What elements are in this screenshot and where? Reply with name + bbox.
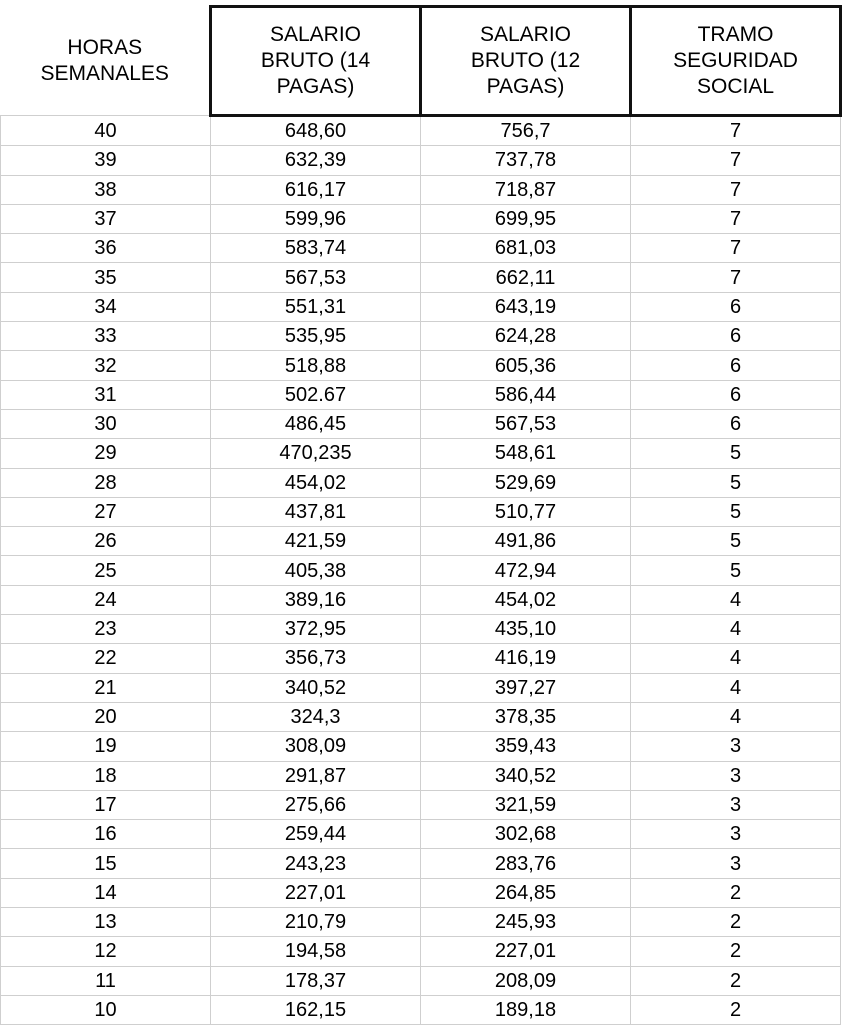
cell-salario-12: 359,43 <box>421 732 631 761</box>
table-row <box>1 995 841 1024</box>
cell-tramo: 3 <box>631 849 841 878</box>
cell-salario-12: 340,52 <box>421 761 631 790</box>
cell-tramo: 4 <box>631 702 841 731</box>
cell-horas: 27 <box>1 497 211 526</box>
cell-salario-14: 291,87 <box>211 761 421 790</box>
header-salario-bruto-12-pagas <box>421 7 631 116</box>
cell-salario-14: 502.67 <box>211 380 421 409</box>
cell-salario-12: 491,86 <box>421 527 631 556</box>
table-row <box>1 409 841 438</box>
cell-tramo: 7 <box>631 234 841 263</box>
cell-salario-14: 518,88 <box>211 351 421 380</box>
table-row <box>1 468 841 497</box>
table-row <box>1 820 841 849</box>
header-row <box>1 7 841 116</box>
cell-salario-14: 308,09 <box>211 732 421 761</box>
cell-salario-12: 662,11 <box>421 263 631 292</box>
table-row <box>1 849 841 878</box>
table-row <box>1 292 841 321</box>
header-horas-semanales <box>1 7 211 116</box>
cell-horas: 36 <box>1 234 211 263</box>
cell-salario-14: 194,58 <box>211 937 421 966</box>
table-body <box>1 116 841 1025</box>
cell-horas: 18 <box>1 761 211 790</box>
cell-salario-14: 178,37 <box>211 966 421 995</box>
header-label: TRAMO SEGURIDAD SOCIAL <box>673 23 798 98</box>
cell-tramo: 5 <box>631 439 841 468</box>
cell-horas: 14 <box>1 878 211 907</box>
table-row <box>1 439 841 468</box>
cell-horas: 39 <box>1 146 211 175</box>
cell-salario-12: 567,53 <box>421 409 631 438</box>
table-row <box>1 761 841 790</box>
cell-horas: 35 <box>1 263 211 292</box>
cell-tramo: 3 <box>631 790 841 819</box>
cell-tramo: 4 <box>631 585 841 614</box>
cell-salario-12: 586,44 <box>421 380 631 409</box>
table-row <box>1 234 841 263</box>
cell-horas: 31 <box>1 380 211 409</box>
cell-salario-12: 302,68 <box>421 820 631 849</box>
cell-horas: 16 <box>1 820 211 849</box>
cell-horas: 23 <box>1 615 211 644</box>
cell-salario-14: 356,73 <box>211 644 421 673</box>
cell-salario-14: 437,81 <box>211 497 421 526</box>
cell-horas: 28 <box>1 468 211 497</box>
cell-horas: 15 <box>1 849 211 878</box>
cell-tramo: 4 <box>631 615 841 644</box>
cell-tramo: 2 <box>631 908 841 937</box>
cell-horas: 29 <box>1 439 211 468</box>
cell-salario-12: 605,36 <box>421 351 631 380</box>
cell-horas: 11 <box>1 966 211 995</box>
salary-table <box>0 5 842 1025</box>
table-row <box>1 790 841 819</box>
cell-salario-14: 227,01 <box>211 878 421 907</box>
cell-horas: 21 <box>1 673 211 702</box>
cell-horas: 37 <box>1 204 211 233</box>
cell-salario-12: 208,09 <box>421 966 631 995</box>
cell-salario-12: 624,28 <box>421 322 631 351</box>
table-row <box>1 673 841 702</box>
cell-tramo: 6 <box>631 322 841 351</box>
table-row <box>1 351 841 380</box>
table-row <box>1 322 841 351</box>
cell-horas: 25 <box>1 556 211 585</box>
cell-salario-12: 681,03 <box>421 234 631 263</box>
cell-horas: 32 <box>1 351 211 380</box>
cell-tramo: 5 <box>631 497 841 526</box>
table-row <box>1 175 841 204</box>
cell-salario-12: 472,94 <box>421 556 631 585</box>
cell-salario-12: 548,61 <box>421 439 631 468</box>
cell-tramo: 2 <box>631 966 841 995</box>
table-row <box>1 380 841 409</box>
table-row <box>1 644 841 673</box>
cell-horas: 13 <box>1 908 211 937</box>
cell-salario-12: 643,19 <box>421 292 631 321</box>
cell-horas: 24 <box>1 585 211 614</box>
cell-salario-14: 486,45 <box>211 409 421 438</box>
cell-tramo: 4 <box>631 673 841 702</box>
table-row <box>1 615 841 644</box>
table-row <box>1 116 841 146</box>
cell-salario-12: 454,02 <box>421 585 631 614</box>
cell-tramo: 4 <box>631 644 841 673</box>
cell-salario-12: 189,18 <box>421 995 631 1024</box>
table-row <box>1 556 841 585</box>
table-row <box>1 585 841 614</box>
table-row <box>1 497 841 526</box>
cell-salario-12: 283,76 <box>421 849 631 878</box>
cell-salario-12: 378,35 <box>421 702 631 731</box>
cell-tramo: 7 <box>631 116 841 146</box>
cell-salario-12: 321,59 <box>421 790 631 819</box>
cell-horas: 33 <box>1 322 211 351</box>
cell-salario-14: 421,59 <box>211 527 421 556</box>
cell-tramo: 2 <box>631 937 841 966</box>
cell-salario-14: 275,66 <box>211 790 421 819</box>
cell-horas: 30 <box>1 409 211 438</box>
cell-salario-14: 324,3 <box>211 702 421 731</box>
cell-salario-12: 737,78 <box>421 146 631 175</box>
cell-tramo: 2 <box>631 878 841 907</box>
cell-salario-14: 243,23 <box>211 849 421 878</box>
cell-salario-14: 583,74 <box>211 234 421 263</box>
cell-tramo: 3 <box>631 820 841 849</box>
cell-horas: 34 <box>1 292 211 321</box>
table-row <box>1 702 841 731</box>
cell-salario-14: 535,95 <box>211 322 421 351</box>
cell-tramo: 6 <box>631 409 841 438</box>
cell-salario-14: 648,60 <box>211 116 421 146</box>
cell-salario-12: 397,27 <box>421 673 631 702</box>
cell-salario-14: 372,95 <box>211 615 421 644</box>
cell-horas: 40 <box>1 116 211 146</box>
cell-salario-14: 162,15 <box>211 995 421 1024</box>
table-row <box>1 937 841 966</box>
cell-horas: 17 <box>1 790 211 819</box>
cell-tramo: 7 <box>631 146 841 175</box>
table-row <box>1 732 841 761</box>
cell-salario-12: 264,85 <box>421 878 631 907</box>
cell-salario-12: 510,77 <box>421 497 631 526</box>
cell-horas: 22 <box>1 644 211 673</box>
header-tramo-seguridad-social <box>631 7 841 116</box>
table-row <box>1 966 841 995</box>
cell-horas: 26 <box>1 527 211 556</box>
cell-salario-14: 567,53 <box>211 263 421 292</box>
cell-tramo: 3 <box>631 761 841 790</box>
cell-salario-14: 405,38 <box>211 556 421 585</box>
cell-salario-14: 454,02 <box>211 468 421 497</box>
cell-salario-14: 259,44 <box>211 820 421 849</box>
cell-horas: 10 <box>1 995 211 1024</box>
cell-horas: 20 <box>1 702 211 731</box>
cell-salario-14: 470,235 <box>211 439 421 468</box>
cell-salario-12: 245,93 <box>421 908 631 937</box>
cell-salario-12: 756,7 <box>421 116 631 146</box>
table-header <box>1 7 841 116</box>
header-label: HORAS SEMANALES <box>40 35 169 85</box>
cell-horas: 38 <box>1 175 211 204</box>
table-row <box>1 204 841 233</box>
cell-salario-12: 529,69 <box>421 468 631 497</box>
header-label: SALARIO BRUTO (14 PAGAS) <box>260 23 371 98</box>
cell-tramo: 7 <box>631 204 841 233</box>
cell-salario-12: 718,87 <box>421 175 631 204</box>
cell-salario-14: 551,31 <box>211 292 421 321</box>
cell-horas: 19 <box>1 732 211 761</box>
cell-salario-12: 699,95 <box>421 204 631 233</box>
table-row <box>1 878 841 907</box>
header-label: SALARIO BRUTO (12 PAGAS) <box>470 23 581 98</box>
cell-tramo: 3 <box>631 732 841 761</box>
cell-tramo: 5 <box>631 527 841 556</box>
cell-horas: 12 <box>1 937 211 966</box>
table-row <box>1 146 841 175</box>
cell-salario-14: 616,17 <box>211 175 421 204</box>
cell-salario-12: 416,19 <box>421 644 631 673</box>
cell-tramo: 7 <box>631 175 841 204</box>
table-row <box>1 263 841 292</box>
cell-tramo: 5 <box>631 556 841 585</box>
cell-tramo: 6 <box>631 380 841 409</box>
cell-salario-12: 435,10 <box>421 615 631 644</box>
cell-tramo: 7 <box>631 263 841 292</box>
cell-salario-14: 632,39 <box>211 146 421 175</box>
table-row <box>1 908 841 937</box>
cell-salario-14: 340,52 <box>211 673 421 702</box>
cell-tramo: 5 <box>631 468 841 497</box>
cell-salario-14: 389,16 <box>211 585 421 614</box>
cell-tramo: 6 <box>631 351 841 380</box>
cell-tramo: 6 <box>631 292 841 321</box>
cell-salario-14: 210,79 <box>211 908 421 937</box>
cell-salario-12: 227,01 <box>421 937 631 966</box>
table-row <box>1 527 841 556</box>
cell-salario-14: 599,96 <box>211 204 421 233</box>
header-salario-bruto-14-pagas <box>211 7 421 116</box>
cell-tramo: 2 <box>631 995 841 1024</box>
